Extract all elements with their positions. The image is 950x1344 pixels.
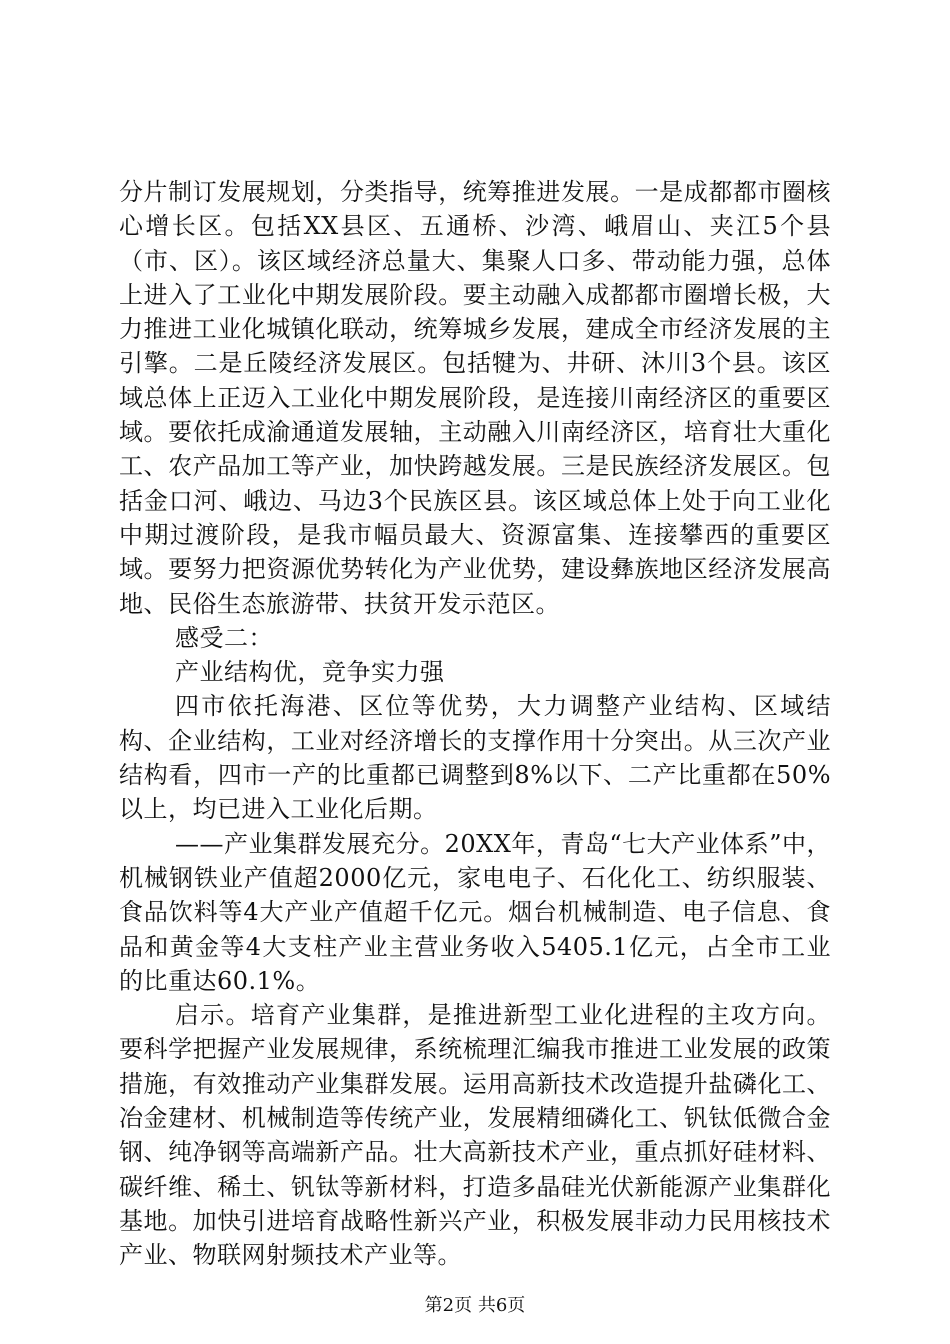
paragraph-regional-plan: 分片制订发展规划，分类指导，统筹推进发展。一是成都都市圈核心增长区。包括XX县区、五通桥、沙湾、峨眉山、夹江5个县（市、区）。该区域经济总量大、集聚人口多、带动能力强，总体上进入了工业化中期发展阶段。要主动融入成都都市圈增长极，大力推进工业化城镇化联动，统筹城乡发展，建成全市经济发展的主引擎。二是丘陵经济发展区。包括犍为、井研、沐川3个县。该区域总体上正迈入工业化中期发展阶段，是连接川南经济区的重要区域。要依托成渝通道发展轴，主动融入川南经济区，培育壮大重化工、农产品加工等产业，加快跨越发展。三是民族经济发展区。包括金口河、峨边、马边3个民族区县。该区域总体上处于向工业化中期过渡阶段，是我市幅员最大、资源富集、连接攀西的重要区域。要努力把资源优势转化为产业优势，建设彝族地区经济发展高地、民俗生态旅游带、扶贫开发示范区。 — [119, 178, 831, 618]
paragraph-heading-feeling-two: 感受二： — [175, 623, 273, 652]
paragraph-subheading-structure: 产业结构优，竞争实力强 — [175, 658, 445, 687]
document-body — [119, 175, 831, 1273]
paragraph-industrial-structure: 四市依托海港、区位等优势，大力调整产业结构、区域结构、企业结构，工业对经济增长的支撑作用十分突出。从三次产业结构看，四市一产的比重都已调整到8%以下、二产比重都在50%以上，均已进入工业化后期。 — [119, 692, 831, 824]
paragraph-industry-clusters: ——产业集群发展充分。20XX年，青岛“七大产业体系”中，机械钢铁业产值超2000亿元，家电电子、石化化工、纺织服装、食品饮料等4大产业产值超千亿元。烟台机械制造、电子信息、食品和黄金等4大支柱产业主营业务收入5405.1亿元，占全市工业的比重达60.1%。 — [119, 829, 831, 995]
page-footer: 第2页 共6页 — [424, 1295, 526, 1316]
paragraph-insight: 启示。培育产业集群，是推进新型工业化进程的主攻方向。要科学把握产业发展规律，系统梳理汇编我市推进工业发展的政策措施，有效推动产业集群发展。运用高新技术改造提升盐磷化工、冶金建材、机械制造等传统产业，发展精细磷化工、钒钛低微合金钢、纯净钢等高端新产品。壮大高新技术产业，重点抓好硅材料、碳纤维、稀土、钒钛等新材料，打造多晶硅光伏新能源产业集群化基地。加快引进培育战略性新兴产业，积极发展非动力民用核技术产业、物联网射频技术产业等。 — [119, 1001, 831, 1270]
